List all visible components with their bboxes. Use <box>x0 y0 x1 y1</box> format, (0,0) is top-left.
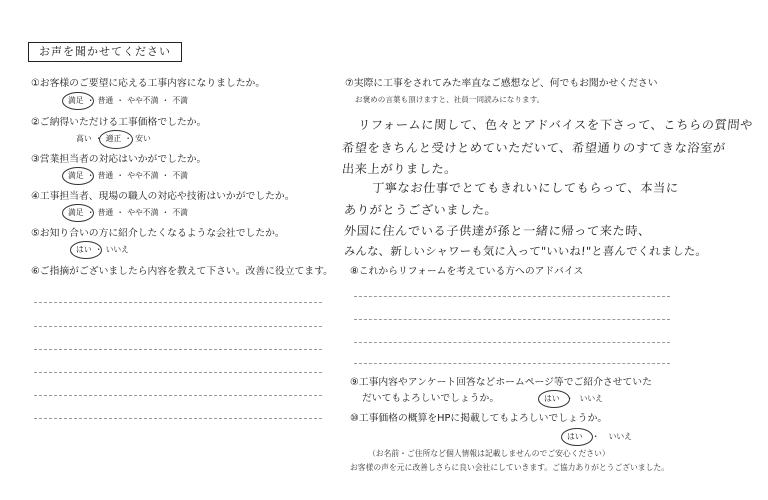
privacy-note: （お名前・ご住所など個人情報は記載しませんのでご安心ください） <box>368 449 610 458</box>
question-9: ⑨工事内容やアンケート回答などホームページ等でご紹介させていた <box>350 377 652 388</box>
question-3-options: 満足 ・ 普通 ・ やや不満 ・ 不満 <box>68 171 188 181</box>
option-yes[interactable]: はい <box>544 394 560 404</box>
option-satisfied[interactable]: 満足 <box>68 208 84 218</box>
question-3: ③営業担当者の対応はいかがでしたか。 <box>31 154 207 165</box>
question-4-options: 満足 ・ 普通 ・ やや不満 ・ 不満 <box>68 208 188 218</box>
option-dissatisfied[interactable]: 不満 <box>172 208 188 217</box>
handwritten-line: ありがとうございました。 <box>343 203 498 217</box>
option-dissatisfied[interactable]: 不満 <box>172 171 188 180</box>
question-2-options: 高い ・ 適正 ・ 安い <box>76 134 151 144</box>
handwritten-line: リフォームに関して、色々とアドバイスを下さって、こちらの質問や <box>357 118 754 132</box>
option-normal[interactable]: 普通 <box>97 208 114 217</box>
option-yes[interactable]: はい <box>76 245 92 255</box>
question-4: ④工事担当者、現場の職人の対応や技術はいかがでしたか。 <box>31 191 295 202</box>
question-9-options: はい ・ いいえ <box>544 394 603 404</box>
question-7-note: お褒めの言葉も頂けますと、社員一同読みになります。 <box>355 95 545 104</box>
option-fair[interactable]: 適正 <box>106 134 122 144</box>
question-5: ⑤お知り合いの方に紹介したくなるような会社でしたか。 <box>31 228 285 239</box>
question-9-line2: だいてもよろしいでしょうか。 <box>362 393 500 404</box>
question-1: ①お客様のご要望に応える工事内容になりましたか。 <box>31 78 266 89</box>
form-header: お声を聞かせてください <box>28 42 182 62</box>
question-7: ⑦実際に工事をされてみた率直なご感想など、何でもお聞かせください <box>345 78 658 89</box>
option-no[interactable]: いいえ <box>105 245 129 254</box>
option-cheap[interactable]: 安い <box>135 134 151 143</box>
handwritten-line: 出来上がりました。 <box>341 162 458 176</box>
option-dissatisfied[interactable]: 不満 <box>172 96 188 105</box>
handwritten-line: 丁寧なお仕事でとてもきれいにしてもらって、本当に <box>371 181 680 195</box>
handwritten-line: 外国に住んでいる子供達が孫と一緒に帰って来た時、 <box>343 224 652 238</box>
question-2: ②ご納得いただける工事価格でしたか。 <box>31 117 207 128</box>
question-10: ⑩工事価格の概算をHPに掲載してもよろしいでしょうか。 <box>350 413 608 424</box>
option-expensive[interactable]: 高い <box>76 134 92 143</box>
option-normal[interactable]: 普通 <box>97 96 114 105</box>
question-1-options: 満足 ・ 普通 ・ やや不満 ・ 不満 <box>68 96 188 106</box>
option-somewhat-dissatisfied[interactable]: やや不満 <box>127 171 159 180</box>
question-6: ⑥ご指摘がございましたら内容を教えて下さい。改善に役立てます。 <box>31 266 333 277</box>
question-10-options: はい ・ いいえ <box>567 432 632 442</box>
question-5-options: はい ・ いいえ <box>76 245 129 255</box>
question-8: ⑧これからリフォームを考えている方へのアドバイス <box>350 266 584 277</box>
option-satisfied[interactable]: 満足 <box>68 171 84 181</box>
option-no[interactable]: いいえ <box>579 394 603 403</box>
option-satisfied[interactable]: 満足 <box>68 96 84 106</box>
thank-you-note: お客様の声を元に改善しさらに良い会社にしていきます。ご協力ありがとうございました。 <box>350 463 670 472</box>
option-somewhat-dissatisfied[interactable]: やや不満 <box>127 96 159 105</box>
option-no[interactable]: いいえ <box>608 432 632 441</box>
option-somewhat-dissatisfied[interactable]: やや不満 <box>127 208 159 217</box>
handwritten-line: 希望をきちんと受けとめていただいて、希望通りのすてきな浴室が <box>341 141 727 155</box>
option-normal[interactable]: 普通 <box>97 171 114 180</box>
option-yes[interactable]: はい <box>567 432 583 442</box>
handwritten-line: みんな、新しいシャワーも気に入って"いいね!"と喜んでくれました。 <box>343 244 708 258</box>
